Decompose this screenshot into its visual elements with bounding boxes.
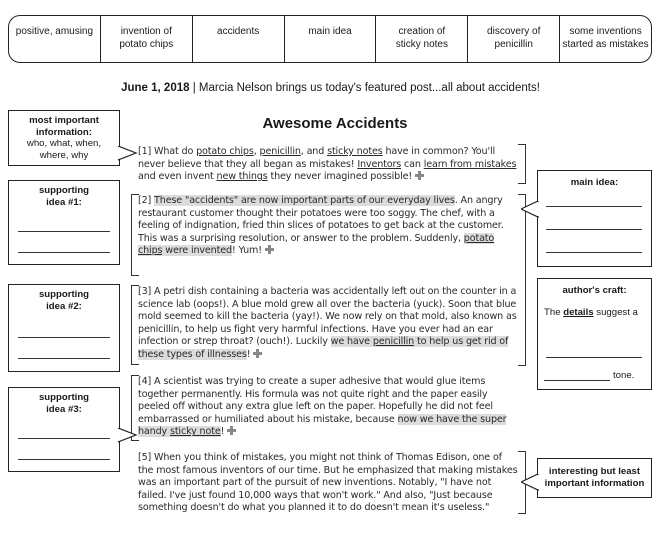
plus-icon bbox=[265, 245, 274, 254]
word-bank-cell bbox=[101, 16, 193, 62]
word-bank bbox=[8, 15, 652, 63]
paragraph-3: [3] A petri dish containing a bacteria was accidentally left out on the counter in a science lab (oops!). A blue mold grew all over the bacteria (yuck). Soon that blue mold seemed to kill the bacteria (yay!). We now rely on that mold, also known as penicillin, to help us fight very harmful infections. Have you ever had an ear infection or strep throat? (ouch!). Luckily we have penicillin to help us get rid of these types of illnesses! bbox=[138, 286, 517, 360]
word-bank-cell bbox=[193, 16, 285, 62]
word-bank-text: main idea bbox=[308, 26, 352, 37]
word-bank-text: potato chips bbox=[119, 39, 174, 50]
highlight: These "accidents" are now important parts of our everyday lives bbox=[154, 195, 455, 206]
word-bank-cell bbox=[468, 16, 560, 62]
word-bank-cell bbox=[9, 16, 101, 62]
paragraph-5: [5] When you think of mistakes, you might not think of Thomas Edison, one of the most famous inventors of our time. But he emphasized that making mistakes was an important part of the pursuit of new inventions. Notably, "I have not failed. I've just found 10,000 ways that won't work." And also, "Just because something doesn't do what you planned it to do doesn't mean it's useless." bbox=[138, 452, 518, 514]
callout-pointer bbox=[118, 428, 138, 444]
plus-icon bbox=[227, 426, 236, 435]
paragraph-4: [4] A scientist was trying to create a super adhesive that would glue items together permanently. His formula was not quite right and the paper easily peeled off without any extra glue left on the paper. Hopefully he did not feel embarrassed or humiliated about his mistake, because now we have the super handy sticky note! bbox=[138, 376, 507, 438]
article-title: Awesome Accidents bbox=[262, 115, 408, 132]
word-bank-cell bbox=[560, 16, 651, 62]
word-bank-text: accidents bbox=[217, 26, 260, 37]
answer-line[interactable] bbox=[546, 252, 642, 253]
answer-line[interactable] bbox=[18, 438, 110, 439]
craft-prompt: The details suggest a bbox=[544, 307, 638, 318]
answer-line[interactable] bbox=[18, 459, 110, 460]
answer-line[interactable] bbox=[546, 357, 642, 358]
answer-line[interactable] bbox=[18, 358, 110, 359]
main-idea-box: main idea: bbox=[537, 170, 652, 267]
tone-label: tone. bbox=[613, 370, 635, 381]
post-byline: | Marcia Nelson brings us today's featured post...all about accidents! bbox=[189, 82, 540, 94]
answer-line[interactable] bbox=[546, 229, 642, 230]
word-bank-text: discovery of bbox=[487, 26, 541, 37]
answer-line[interactable] bbox=[18, 252, 110, 253]
word-bank-text: invention of bbox=[120, 26, 172, 37]
supporting-idea-2-box: supporting idea #2: bbox=[8, 284, 120, 372]
word-bank-text: some inventions bbox=[569, 26, 642, 37]
callout-pointer bbox=[521, 201, 539, 219]
word-bank-cell bbox=[285, 16, 377, 62]
dateline bbox=[0, 82, 661, 94]
answer-line[interactable] bbox=[546, 206, 642, 207]
most-important-box: most important information: who, what, when, where, why bbox=[8, 110, 120, 166]
supporting-idea-3-box: supporting idea #3: bbox=[8, 387, 120, 472]
answer-line[interactable] bbox=[544, 380, 610, 381]
callout-pointer bbox=[521, 474, 539, 492]
plus-icon bbox=[253, 349, 262, 358]
answer-line[interactable] bbox=[18, 231, 110, 232]
paragraph-bracket bbox=[131, 285, 139, 365]
word-bank-text: started as mistakes bbox=[562, 39, 649, 50]
answer-line[interactable] bbox=[18, 337, 110, 338]
paragraph-2: [2] These "accidents" are now important parts of our everyday lives. An angry restaurant customer thought their potatoes were too soggy. The chef, with a feeling of indignation, fried thin slices of potatoes to get back at the customer. This was a surprising resolution, or answer to the problem. Suddenly, potato chips were invented! Yum! bbox=[138, 195, 504, 257]
word-bank-text: sticky notes bbox=[395, 39, 448, 50]
supporting-idea-1-box: supporting idea #1: bbox=[8, 180, 120, 265]
least-important-box: interesting but least important information bbox=[537, 458, 652, 498]
word-bank-text: creation of bbox=[398, 26, 446, 37]
callout-pointer bbox=[118, 146, 138, 162]
authors-craft-box: author's craft: The details suggest a tone. bbox=[537, 278, 652, 390]
word-bank-text: positive, amusing bbox=[15, 26, 94, 37]
word-bank-text: penicillin bbox=[494, 39, 533, 50]
paragraph-bracket bbox=[518, 144, 526, 184]
paragraph-bracket bbox=[518, 194, 526, 366]
paragraph-1: [1] What do potato chips, penicillin, and sticky notes have in common? You'll never believe that they all began as mistakes! Inventors can learn from mistakes and even invent new things they never imagined possible! bbox=[138, 146, 517, 183]
paragraph-bracket bbox=[131, 194, 139, 276]
plus-icon bbox=[415, 171, 424, 180]
word-bank-cell bbox=[376, 16, 468, 62]
post-date: June 1, 2018 bbox=[121, 82, 190, 94]
